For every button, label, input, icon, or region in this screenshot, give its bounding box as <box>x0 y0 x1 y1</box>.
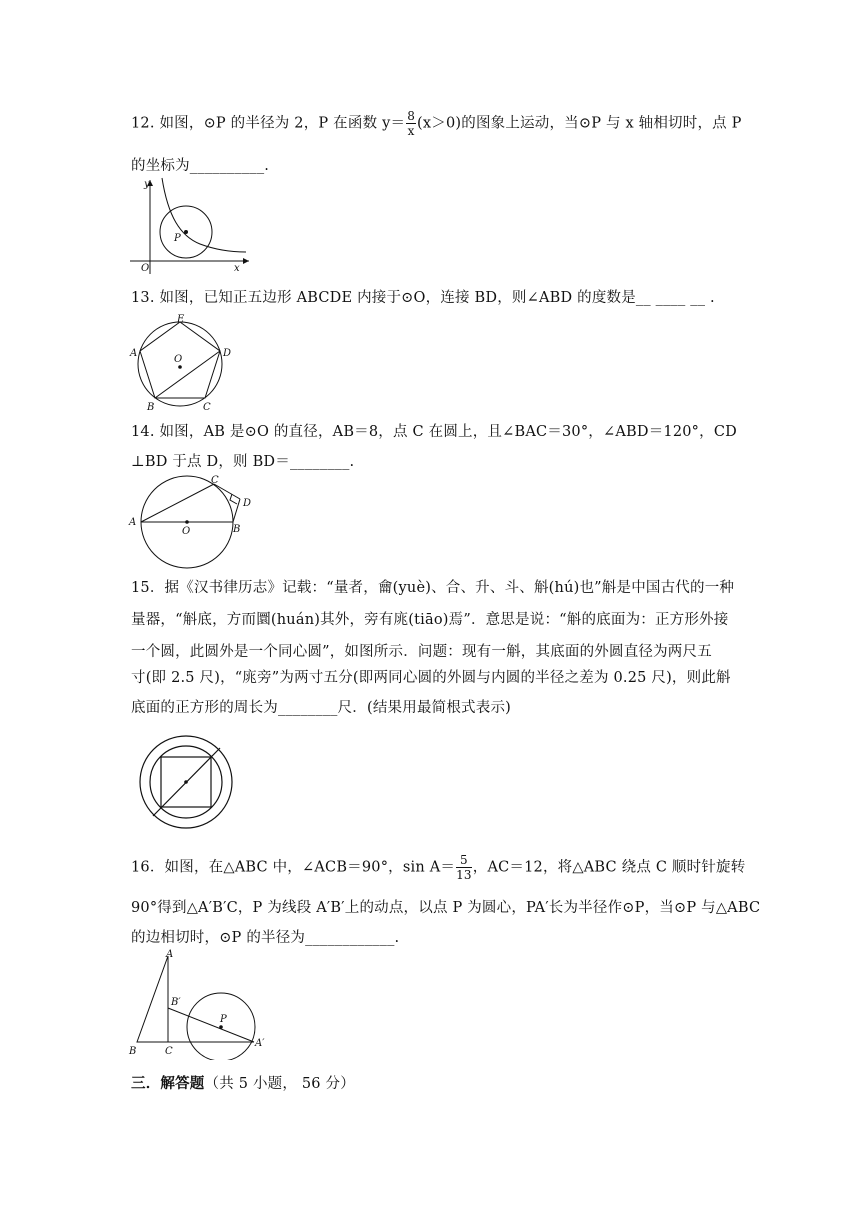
center-point <box>184 780 188 784</box>
point-p <box>184 230 188 234</box>
q16-frac-num: 5 <box>456 854 472 868</box>
q12-figure <box>128 176 253 276</box>
label-e: E <box>177 314 185 325</box>
label-b: B <box>129 1046 137 1057</box>
q16-figure <box>124 948 274 1060</box>
q16-frac-den: 13 <box>456 868 472 882</box>
label-b: B <box>233 524 241 535</box>
x-axis-arrow <box>243 258 249 264</box>
segment-b1a1 <box>168 1008 254 1042</box>
q14-line2: ⊥BD 于点 D，则 BD＝________. <box>131 454 355 470</box>
section3-heading <box>131 1072 355 1093</box>
point-o <box>185 520 189 524</box>
q12-fraction <box>406 110 416 137</box>
q16-text-b: ，AC＝12，将△ABC 绕点 C 顺时针旋转 <box>472 859 746 876</box>
label-x: x <box>234 263 240 274</box>
q14-figure <box>126 472 261 572</box>
segment-ac <box>141 484 214 522</box>
label-c: C <box>211 475 219 486</box>
label-o: O <box>174 354 183 365</box>
q16-text-a: 16．如图，在△ABC 中，∠ACB＝90°，sin A＝ <box>131 859 456 876</box>
q13-figure <box>128 312 238 414</box>
segment-bd <box>155 351 220 398</box>
q15-line3: 一个圆，此圆外是一个同心圆”，如图所示．问题：现有一斛，其底面的外圆直径为两尺五 <box>131 644 712 660</box>
q12-line2: 的坐标为__________. <box>131 158 270 174</box>
label-a: A <box>129 517 137 528</box>
label-o: O <box>141 263 150 274</box>
segment-cd <box>214 484 240 499</box>
label-b-prime: B′ <box>171 997 181 1008</box>
point-p <box>219 1025 223 1029</box>
label-c: C <box>203 402 211 413</box>
q12-text-b: (x＞0)的图象上运动，当⊙P 与 x 轴相切时，点 P <box>417 115 742 132</box>
q15-line5: 底面的正方形的周长为________尺．(结果用最简根式表示) <box>131 700 512 716</box>
label-p: P <box>174 233 181 244</box>
q15-figure <box>132 734 242 834</box>
q16-line1 <box>131 854 745 881</box>
label-b: B <box>147 402 155 413</box>
section3-title: 三．解答题 <box>131 1075 205 1092</box>
q12-frac-num: 8 <box>407 109 416 123</box>
label-a: A <box>166 949 174 960</box>
section3-note: （共 5 小题， 56 分） <box>204 1076 355 1092</box>
q12-frac-den: x <box>407 124 415 138</box>
q16-line3: 的边相切时，⊙P 的半径为____________. <box>131 930 400 946</box>
q16-fraction <box>456 854 472 881</box>
q15-line2: 量器，“斛底，方而圜(huán)其外，旁有庣(tiāo)焉”．意思是说：“斛的底面为：正方形外接 <box>131 612 729 628</box>
q12-text-a: 12. 如图，⊙P 的半径为 2，P 在函数 y＝ <box>131 115 406 132</box>
triangle-abc <box>137 956 168 1042</box>
q15-line1: 15．据《汉书律历志》记载：“量者，龠(yuè)、合、升、斗、斛(hú)也”斛是中国古代的一种 <box>131 580 735 596</box>
point-o <box>178 365 182 369</box>
q15-line4: 寸(即 2.5 尺)，“庣旁”为两寸五分(即两同心圆的外圆与内圆的半径之差为 0.25 尺)，则此斛 <box>131 670 731 686</box>
label-a: A <box>130 348 138 359</box>
label-p: P <box>220 1014 227 1025</box>
label-c: C <box>165 1046 173 1057</box>
label-o: O <box>182 526 191 537</box>
q16-line2: 90°得到△A′B′C，P 为线段 A′B′上的动点，以点 P 为圆心，PA′长为半径作⊙P，当⊙P 与△ABC <box>131 900 761 916</box>
q14-line1: 14. 如图，AB 是⊙O 的直径，AB＝8，点 C 在圆上，且∠BAC＝30°，∠ABD＝120°，CD <box>131 424 737 440</box>
label-y: y <box>144 179 150 190</box>
label-d: D <box>243 498 252 509</box>
label-a-prime: A′ <box>255 1038 265 1049</box>
q12-line1 <box>131 110 742 137</box>
label-d: D <box>223 348 232 359</box>
q13-line1: 13. 如图，已知正五边形 ABCDE 内接于⊙O，连接 BD，则∠ABD 的度数是__ ____ __ . <box>131 290 715 306</box>
